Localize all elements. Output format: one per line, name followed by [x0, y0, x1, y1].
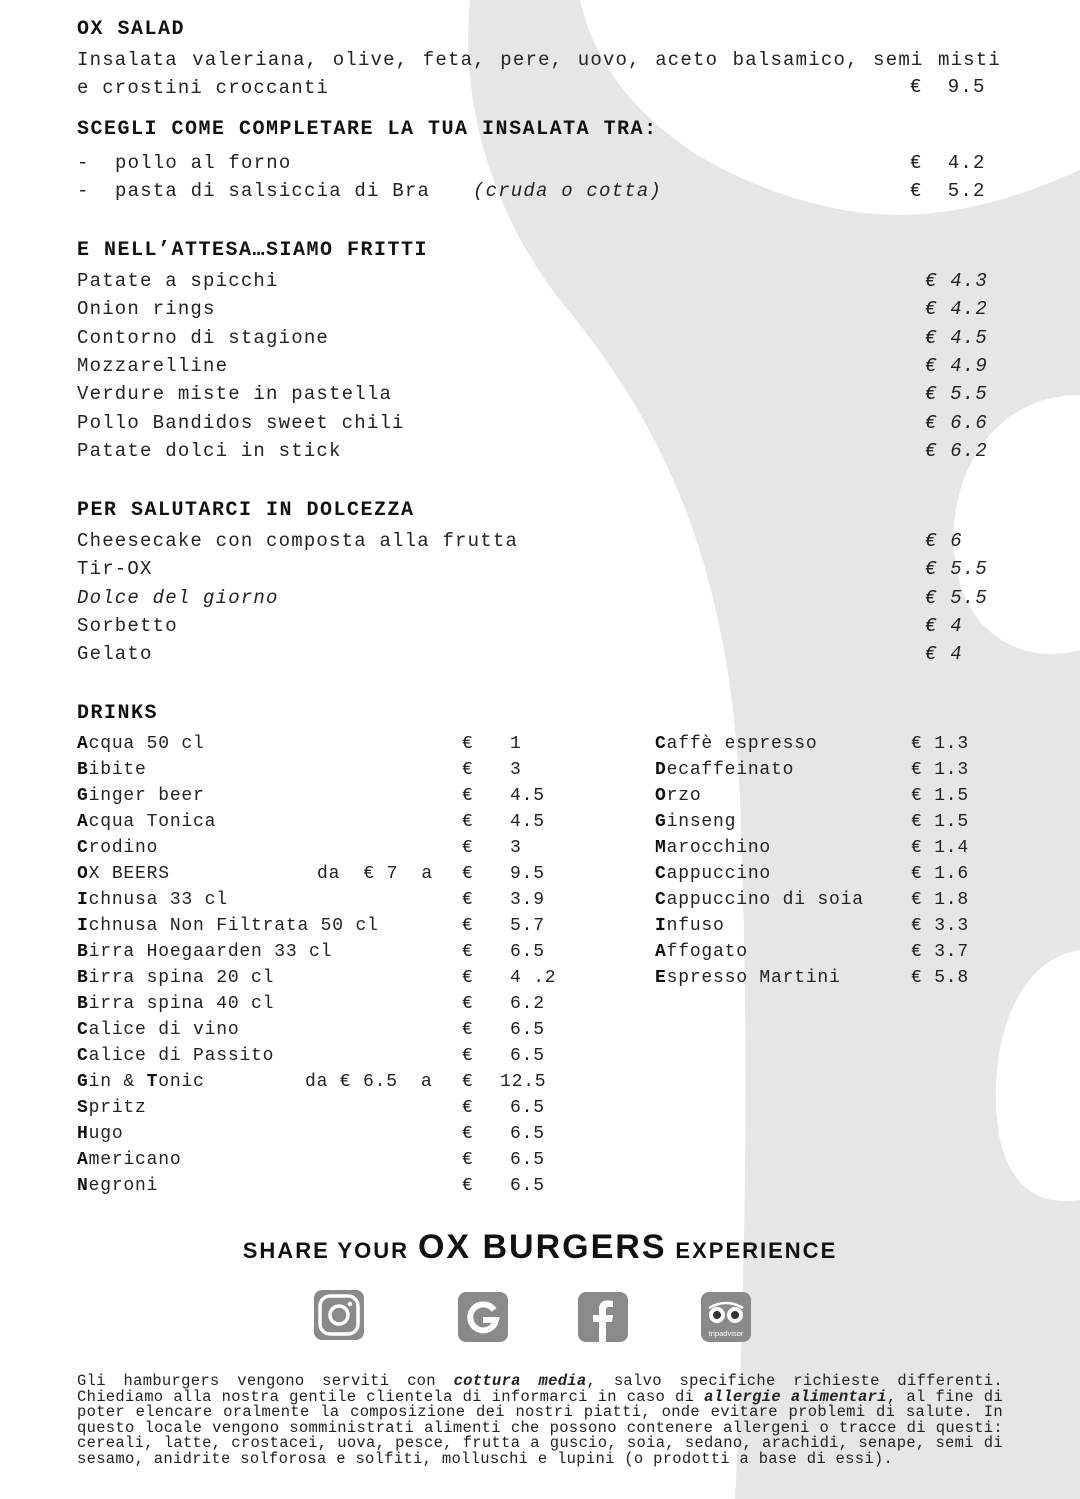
drink-initial: N: [77, 1176, 89, 1196]
menu-item-name: Pollo Bandidos sweet chili: [77, 412, 405, 434]
drink-name-rest: ugo: [88, 1124, 124, 1144]
drink-name-rest: alice di vino: [88, 1020, 240, 1040]
drink-name: [655, 969, 841, 987]
drink-initial: H: [77, 1124, 89, 1144]
drink-initial: O: [655, 786, 667, 806]
drink-price-range: da € 6.5 a: [305, 1072, 433, 1092]
menu-item-price: € 5.5: [925, 558, 989, 580]
facebook-icon[interactable]: [578, 1292, 628, 1342]
drink-price: 6.5: [510, 1124, 545, 1144]
allergen-notice: [77, 1374, 1003, 1468]
salad-price: € 9.5: [910, 76, 986, 98]
share-pre: SHARE YOUR: [242, 1238, 410, 1263]
notice-text: Gli hamburgers vengono serviti con: [77, 1372, 454, 1390]
drink-initial: G: [77, 1072, 89, 1092]
drink-name: [655, 839, 771, 857]
drink-name: [655, 891, 864, 909]
menu-item-price: € 4: [925, 643, 963, 665]
drink-name-rest: irra Hoegaarden 33 cl: [88, 942, 333, 962]
drink-currency: €: [462, 942, 474, 962]
menu-item-price: € 5.5: [925, 587, 989, 609]
share-brand: OX BURGERS: [417, 1228, 667, 1266]
drink-name-rest: affè espresso: [666, 734, 818, 754]
drink-name-rest: in &: [88, 1072, 147, 1092]
drink-initial: A: [77, 1150, 89, 1170]
drink-name: [77, 787, 205, 805]
menu-item-name: Mozzarelline: [77, 355, 229, 377]
drink-price: 6.5: [510, 1150, 545, 1170]
drink-price: 6.5: [510, 1176, 545, 1196]
extra-dash: -: [77, 180, 90, 202]
extra-note: (cruda o cotta): [473, 180, 663, 202]
drink-currency: €: [462, 1124, 474, 1144]
drink-name: [77, 917, 379, 935]
drink-name-rest: inger beer: [88, 786, 205, 806]
extra-dash: -: [77, 152, 90, 174]
share-banner: [0, 1228, 1080, 1267]
menu-item-price: € 6: [925, 530, 963, 552]
drink-price: € 1.4: [911, 838, 970, 858]
drink-currency: €: [462, 838, 474, 858]
menu-item-name: Gelato: [77, 643, 153, 665]
drink-name-rest: cqua Tonica: [88, 812, 217, 832]
drink-initial: A: [77, 812, 89, 832]
menu-item-name: Patate a spicchi: [77, 270, 279, 292]
drink-initial: S: [77, 1098, 89, 1118]
drink-currency: €: [462, 1098, 474, 1118]
drink-price: 3.9: [510, 890, 545, 910]
drink-name: [77, 1125, 123, 1143]
extra-name: pollo al forno: [115, 152, 292, 174]
tripadvisor-label: tripadvisor: [708, 1329, 744, 1338]
drink-name-rest: mericano: [88, 1150, 182, 1170]
drink-price: 4 .2: [510, 968, 557, 988]
google-icon[interactable]: [458, 1292, 508, 1342]
drink-initial: C: [655, 890, 667, 910]
drink-name-rest: irra spina 20 cl: [88, 968, 275, 988]
drink-name: [77, 735, 205, 753]
notice-emphasis: cottura media: [453, 1372, 587, 1390]
drink-name-rest: chnusa 33 cl: [88, 890, 228, 910]
drink-name: [77, 1073, 205, 1091]
drink-name-rest: ecaffeinato: [666, 760, 795, 780]
drink-currency: €: [462, 994, 474, 1014]
menu-item-price: € 4: [925, 615, 963, 637]
drink-price: 3: [510, 760, 522, 780]
drink-initial: A: [77, 734, 89, 754]
drink-currency: €: [462, 1072, 474, 1092]
drink-initial: C: [655, 734, 667, 754]
drink-price: € 3.7: [911, 942, 970, 962]
drink-initial: B: [77, 994, 89, 1014]
extra-price: € 5.2: [910, 180, 986, 202]
drink-initial: G: [77, 786, 89, 806]
drink-name: [77, 891, 228, 909]
notice-emphasis: allergie alimentari: [704, 1387, 887, 1406]
drink-initial: B: [77, 968, 89, 988]
drink-currency: €: [462, 1046, 474, 1066]
menu-item-price: € 6.2: [925, 440, 989, 462]
drink-initial: C: [655, 864, 667, 884]
share-post: EXPERIENCE: [675, 1238, 838, 1263]
extra-name: pasta di salsiccia di Bra: [115, 180, 431, 202]
drink-initial: C: [77, 1020, 89, 1040]
menu-item-price: € 4.3: [925, 270, 989, 292]
menu-item-name: Onion rings: [77, 298, 216, 320]
drink-name-rest: onic: [158, 1072, 205, 1092]
drink-currency: €: [462, 1176, 474, 1196]
drink-price: € 1.3: [911, 760, 970, 780]
drink-price: 6.5: [510, 1046, 545, 1066]
drink-name: [77, 1047, 274, 1065]
drink-initial: D: [655, 760, 667, 780]
drink-price: 6.5: [510, 1098, 545, 1118]
drink-name: [655, 787, 701, 805]
drink-currency: €: [462, 760, 474, 780]
drink-name: [655, 761, 794, 779]
menu-item-price: € 4.5: [925, 327, 989, 349]
drink-name: [77, 1021, 239, 1039]
drink-price: 4.5: [510, 812, 545, 832]
drink-name: [77, 813, 216, 831]
drink-name: [77, 865, 170, 883]
drink-currency: €: [462, 786, 474, 806]
drink-price: 9.5: [510, 864, 545, 884]
drink-name-rest: rodino: [88, 838, 159, 858]
drink-name-rest: appuccino di soia: [666, 890, 864, 910]
drink-price: 1: [510, 734, 522, 754]
drink-currency: €: [462, 890, 474, 910]
menu-item-name: Patate dolci in stick: [77, 440, 342, 462]
drink-name-rest: chnusa Non Filtrata 50 cl: [88, 916, 379, 936]
drink-name-rest: rzo: [666, 786, 702, 806]
menu-item-name: Tir-OX: [77, 558, 153, 580]
salad-title: OX SALAD: [77, 18, 186, 41]
drink-name: [77, 943, 332, 961]
drink-price: 3: [510, 838, 522, 858]
drink-name-rest: cqua 50 cl: [88, 734, 205, 754]
drink-initial: C: [77, 838, 89, 858]
drink-price: 6.5: [510, 942, 545, 962]
drink-price: 12.5: [500, 1072, 547, 1092]
drink-price: € 1.6: [911, 864, 970, 884]
menu-item-name: Dolce del giorno: [77, 587, 279, 609]
salad-description: Insalata valeriana, olive, feta, pere, uovo, aceto balsamico, semi misti e crostini croccanti: [77, 49, 1001, 99]
drink-currency: €: [462, 812, 474, 832]
drink-initial: O: [77, 864, 89, 884]
drink-initial: C: [77, 1046, 89, 1066]
drink-name-rest: ffogato: [666, 942, 748, 962]
menu-item-price: € 4.9: [925, 355, 989, 377]
extra-price: € 4.2: [910, 152, 986, 174]
drink-price-range: da € 7 a: [317, 864, 434, 884]
drink-initial: T: [146, 1072, 159, 1092]
drink-price: 5.7: [510, 916, 545, 936]
drink-initial: M: [655, 838, 667, 858]
drink-currency: €: [462, 864, 474, 884]
drink-name: [655, 813, 736, 831]
menu-item-name: Sorbetto: [77, 615, 178, 637]
fritti-title: E NELL’ATTESA…SIAMO FRITTI: [77, 239, 429, 262]
notice-text: , salvo specifiche richieste differenti. Chiediamo alla nostra gentile clientela di informarci in caso di: [77, 1372, 1003, 1406]
drink-currency: €: [462, 734, 474, 754]
drink-currency: €: [462, 1020, 474, 1040]
drink-name: [77, 1151, 181, 1169]
drink-price: € 1.5: [911, 786, 970, 806]
drinks-title: DRINKS: [77, 702, 159, 725]
drink-initial: I: [77, 916, 89, 936]
dolci-title: PER SALUTARCI IN DOLCEZZA: [77, 499, 415, 522]
drink-name-rest: spresso Martini: [666, 968, 841, 988]
menu-item-name: Verdure miste in pastella: [77, 383, 393, 405]
menu-item-name: Contorno di stagione: [77, 327, 330, 349]
menu-item-price: € 5.5: [925, 383, 989, 405]
drink-initial: A: [655, 942, 667, 962]
drink-name: [655, 735, 817, 753]
drink-name-rest: appuccino: [666, 864, 772, 884]
drink-initial: B: [77, 760, 89, 780]
drink-initial: I: [655, 916, 667, 936]
drink-name-rest: inseng: [666, 812, 737, 832]
drink-name-rest: pritz: [88, 1098, 147, 1118]
drink-price: € 1.8: [911, 890, 970, 910]
tripadvisor-icon[interactable]: [701, 1292, 751, 1342]
drink-name: [77, 761, 147, 779]
drink-name-rest: arocchino: [666, 838, 772, 858]
notice-text: , al fine di poter elencare oralmente la composizione dei nostri piatti, onde evitare problemi di salute. In questo locale vengono somministrati alimenti che possono contenere allergeni o tracce di questi: cereali, latte, crostacei, uova, pesce, frutta a guscio, soia, sedano, arachidi, senape, semi di sesamo, anidrite solforosa e solfiti, molluschi e lupini (o prodotti a base di essi).: [77, 1387, 1003, 1468]
drink-initial: I: [77, 890, 89, 910]
drink-initial: B: [77, 942, 89, 962]
drink-name: [655, 917, 725, 935]
drink-currency: €: [462, 1150, 474, 1170]
drink-currency: €: [462, 916, 474, 936]
drink-name: [77, 969, 274, 987]
menu-item-name: Cheesecake con composta alla frutta: [77, 530, 519, 552]
drink-price: € 1.3: [911, 734, 970, 754]
instagram-icon[interactable]: [314, 1290, 364, 1340]
drink-initial: E: [655, 968, 667, 988]
menu-item-price: € 4.2: [925, 298, 989, 320]
drink-name-rest: nfuso: [666, 916, 725, 936]
drink-price: 4.5: [510, 786, 545, 806]
drink-name-rest: alice di Passito: [88, 1046, 275, 1066]
menu-item-price: € 6.6: [925, 412, 989, 434]
drink-name: [655, 943, 748, 961]
drink-name-rest: egroni: [88, 1176, 159, 1196]
drink-name: [77, 995, 274, 1013]
drink-name-rest: ibite: [88, 760, 147, 780]
drink-name-rest: X BEERS: [88, 864, 170, 884]
drink-price: 6.2: [510, 994, 545, 1014]
drink-price: € 1.5: [911, 812, 970, 832]
drink-price: 6.5: [510, 1020, 545, 1040]
extras-title: SCEGLI COME COMPLETARE LA TUA INSALATA TRA:: [77, 118, 658, 141]
drink-initial: G: [655, 812, 667, 832]
drink-price: € 5.8: [911, 968, 970, 988]
drink-name: [655, 865, 771, 883]
drink-price: € 3.3: [911, 916, 970, 936]
drink-name: [77, 1099, 147, 1117]
drink-name: [77, 839, 158, 857]
drink-name-rest: irra spina 40 cl: [88, 994, 275, 1014]
drink-currency: €: [462, 968, 474, 988]
drink-name: [77, 1177, 158, 1195]
